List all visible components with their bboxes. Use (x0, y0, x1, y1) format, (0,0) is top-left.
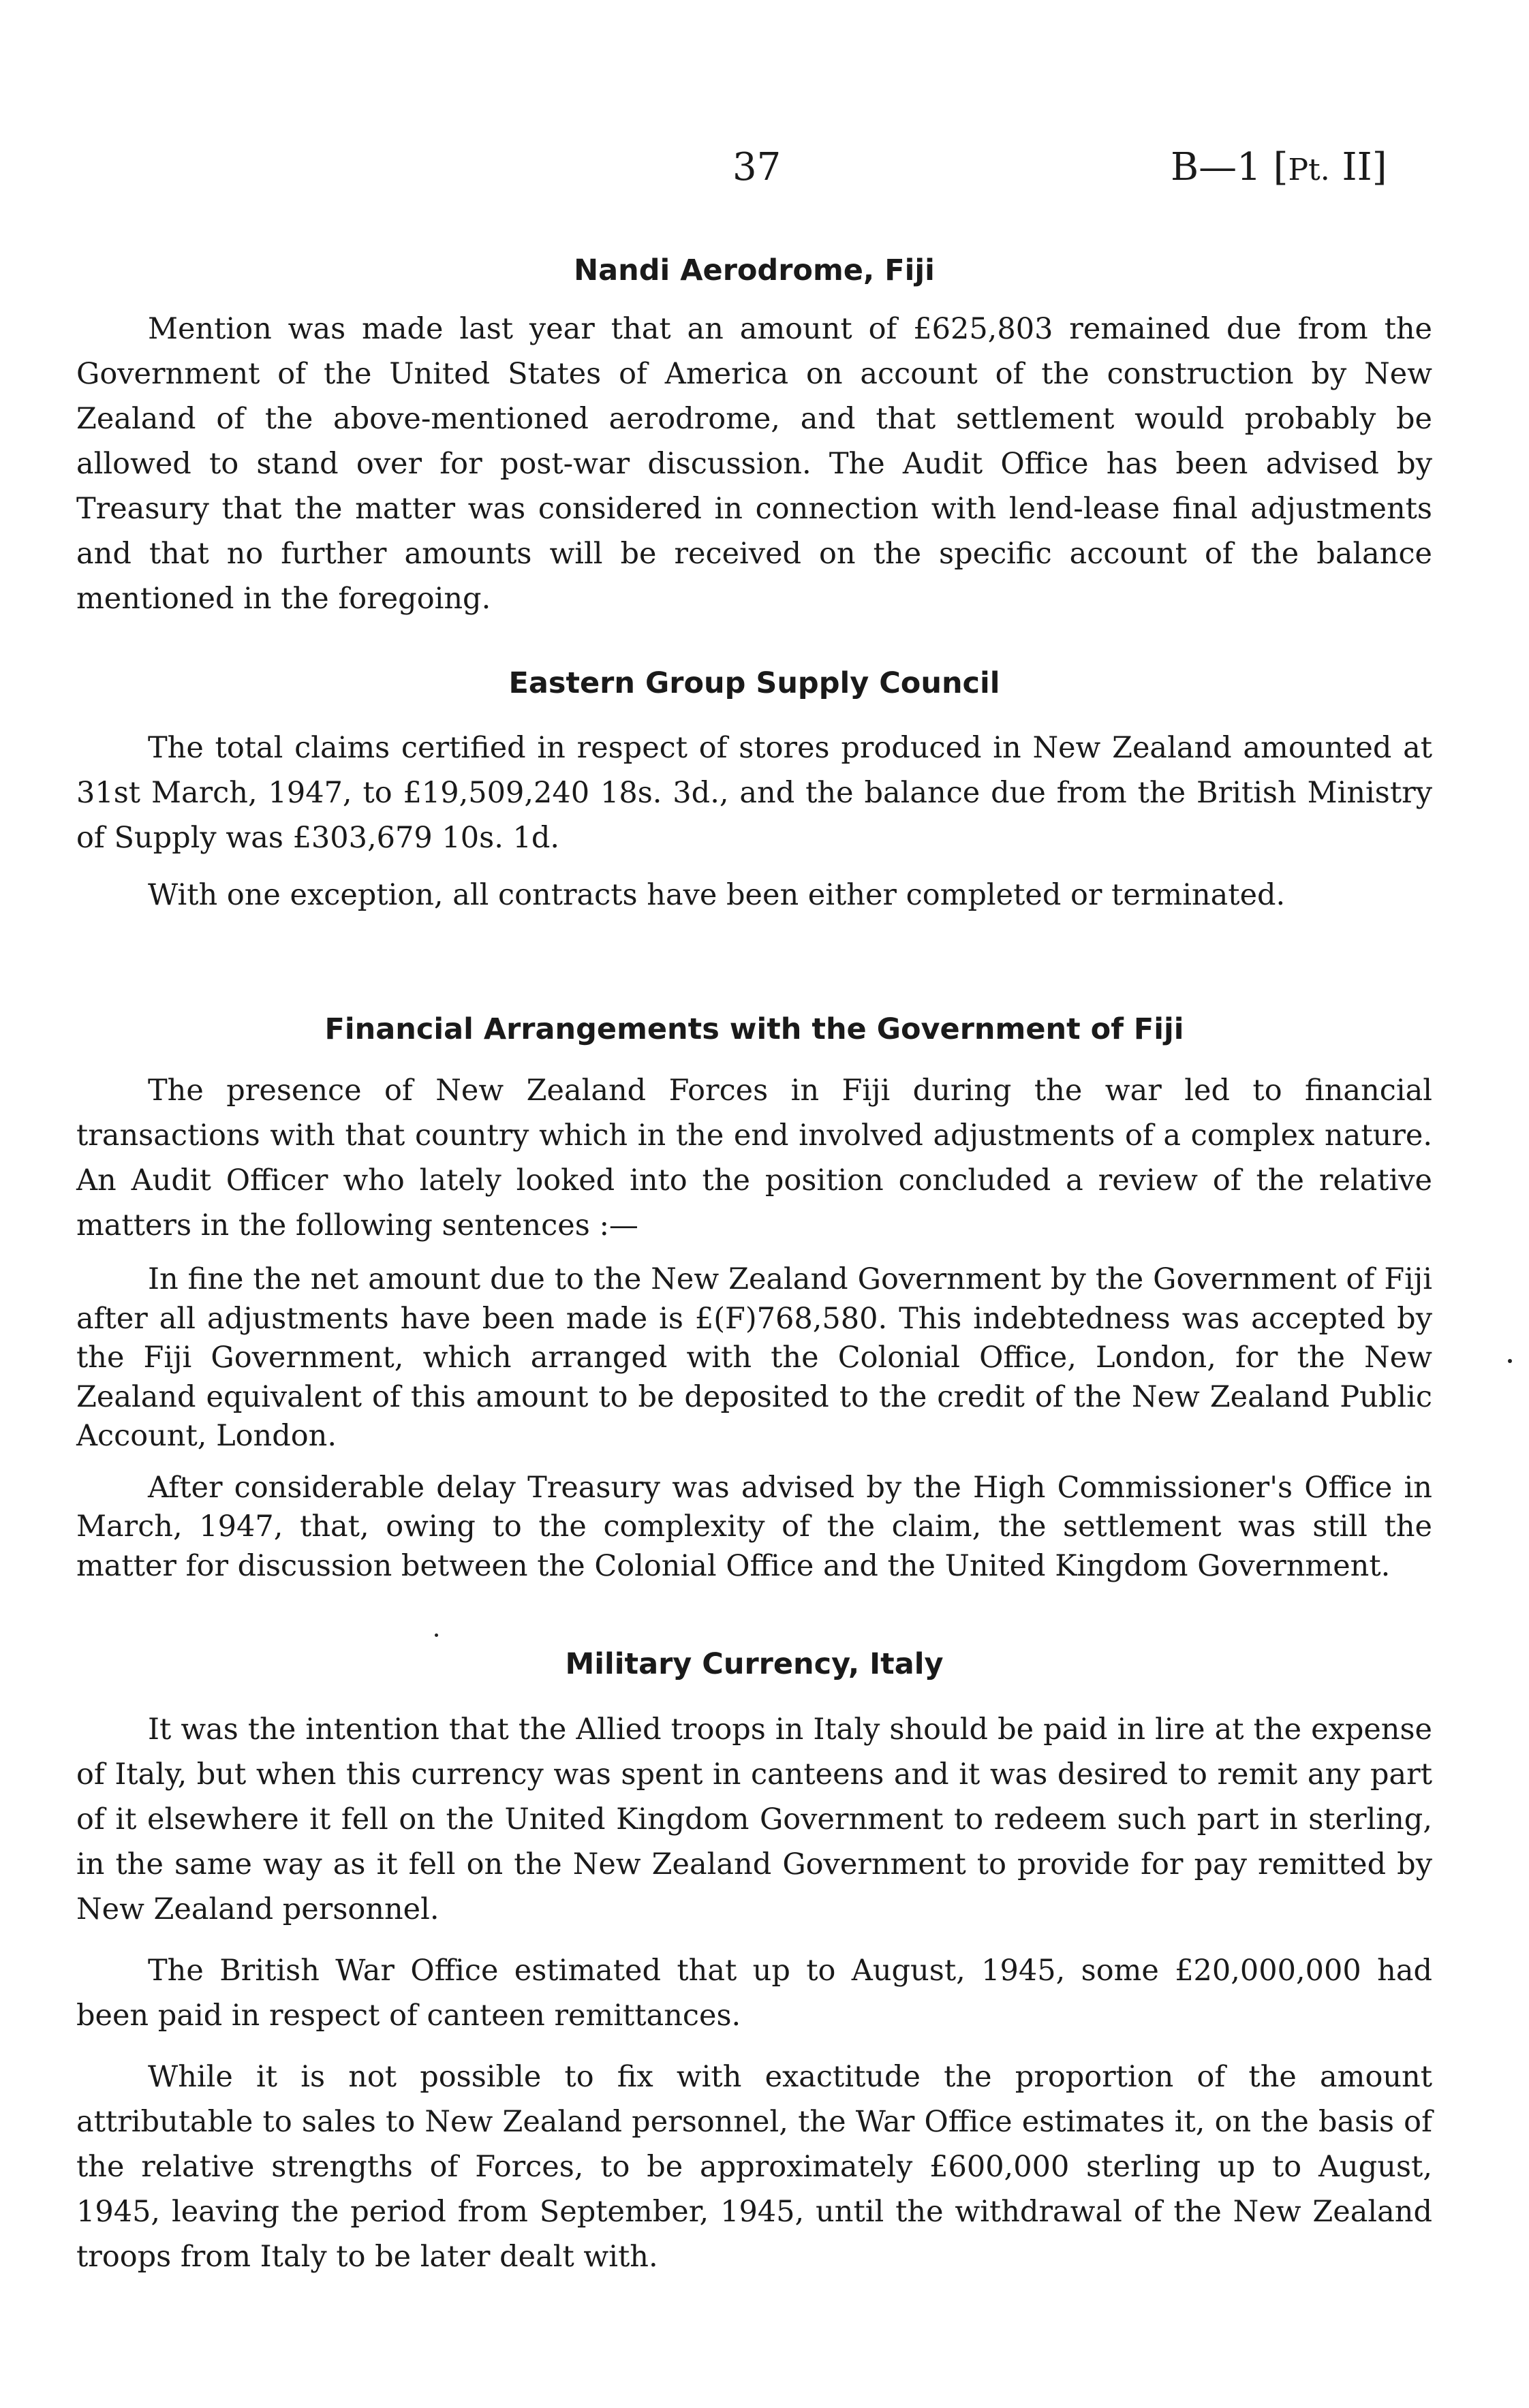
paragraph: While it is not possible to fix with exactitude the proportion of the amount attributable to sales to New Zealand personnel, the War Office estimates it, on the basis of the relative strengths of Forces, to be approximately £600,000 sterling up to August, 1945, leaving the period from September, 1945, until the withdrawal of the New Zealand troops from Italy to be later dealt with. (76, 2060, 1432, 2274)
quoted-paragraph: In fine the net amount due to the New Zealand Government by the Government of Fiji after all adjustments have been made is £(F)768,580. This indebtedness was accepted by the Fiji Government, which arranged with the Colonial Office, London, for the New Zealand equivalent of this amount to be deposited to the credit of the New Zealand Public Account, London. (76, 1262, 1432, 1453)
paragraph: Mention was made last year that an amount of £625,803 remained due from the Government of the United States of America on account of the construction by New Zealand of the above-mentioned aerodrome, and that settlement would probably be allowed to stand over for post-war discussion. The Audit Office has been advised by Treasury that the matter was considered in connection with lend-lease final adjustments and that no further amounts will be received on the specific account of the balance mentioned in the foregoing. (76, 312, 1432, 616)
heading-military-currency: Military Currency, Italy (565, 1647, 944, 1681)
document-reference (1171, 145, 1387, 189)
section-eastern-body (76, 725, 1432, 918)
paragraph: The total claims certified in respect of stores produced in New Zealand amounted at 31st March, 1947, to £19,509,240 18s. 3d., and the balance due from the British Ministry of Supply was £303,679 10s. 1d. (76, 731, 1432, 855)
reference-prefix: B—1 [ (1171, 145, 1288, 189)
reference-suffix: II] (1329, 145, 1387, 189)
paragraph: It was the intention that the Allied troops in Italy should be paid in lire at the expense of Italy, but when this currency was spent in canteens and it was desired to remit any part of it elsewhere it fell on the United Kingdom Government to redeem such part in sterling, in the same way as it fell on the New Zealand Government to provide for pay remitted by New Zealand personnel. (76, 1713, 1432, 1926)
paragraph: The British War Office estimated that up to August, 1945, some £20,000,000 had been paid in respect of canteen remittances. (76, 1954, 1432, 2033)
heading-eastern-group: Eastern Group Supply Council (508, 666, 1000, 700)
quoted-paragraph: After considerable delay Treasury was advised by the High Commissioner's Office in March, 1947, that, owing to the complexity of the claim, the settlement was still the matter for discussion between the Colonial Office and the United Kingdom Government. (76, 1470, 1432, 1583)
section-fiji-body (76, 1068, 1432, 1586)
paragraph: With one exception, all contracts have been either completed or terminated. (148, 878, 1286, 912)
section-nandi-body (76, 307, 1432, 621)
page-number: 37 (732, 145, 782, 189)
reference-part: Pt. (1288, 153, 1330, 187)
paragraph: The presence of New Zealand Forces in Fiji during the war led to financial transactions with that country which in the end involved adjustments of a complex nature. An Audit Officer who lately looked into the position concluded a review of the relative matters in the following sentences :— (76, 1074, 1432, 1242)
print-speck (1508, 1359, 1512, 1363)
heading-nandi-aerodrome: Nandi Aerodrome, Fiji (574, 253, 935, 287)
heading-fiji-arrangements: Financial Arrangements with the Government of Fiji (324, 1012, 1184, 1046)
section-italy-body (76, 1707, 1432, 2279)
print-speck (435, 1633, 438, 1637)
